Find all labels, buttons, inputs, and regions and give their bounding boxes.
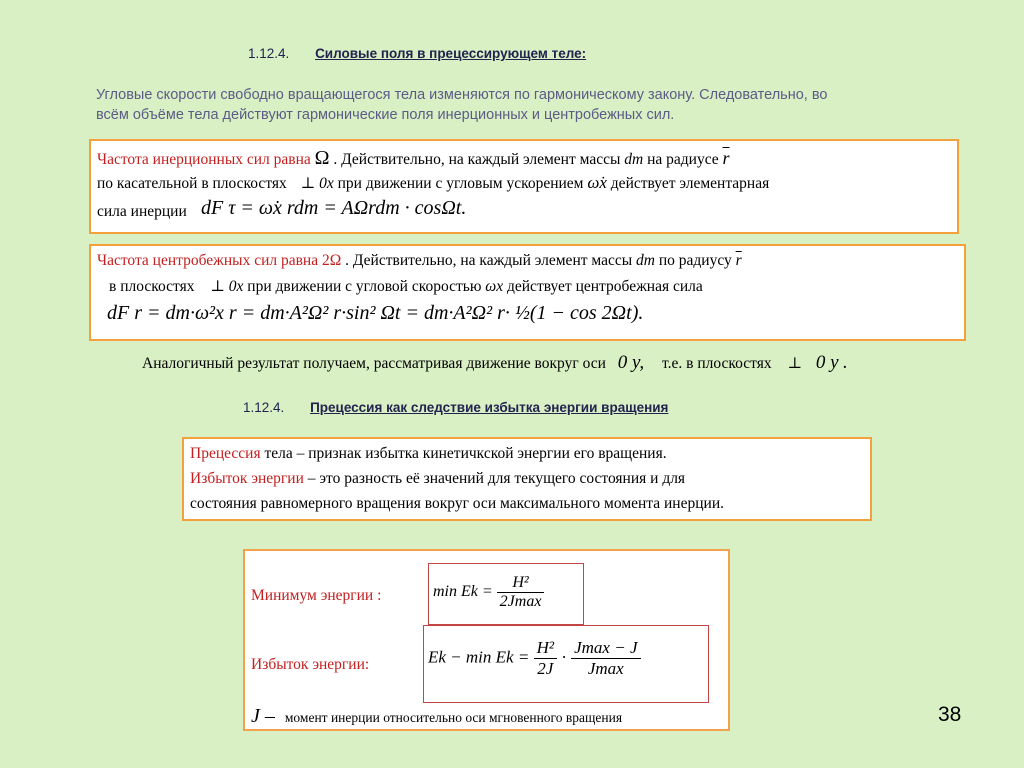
section-title-2: Прецессия как следствие избытка энергии вращения	[310, 400, 669, 415]
box1-line3-a: сила инерции	[97, 203, 187, 220]
excess-den-2: Jmax	[587, 659, 624, 678]
box2-line1-rest: . Действительно, на каждый элемент массы	[345, 252, 633, 269]
energy-formulas-box	[243, 549, 730, 731]
box3-line2: – это разность её значений для текущего состояния и для	[303, 470, 686, 487]
centrifugal-force-formula: dF r = dm·ω²x r = dm·A²Ω² r·sin² Ωt = dm·A²Ω² r· ½(1 − cos 2Ωt).	[107, 302, 644, 324]
section-number: 1.12.4.	[248, 46, 290, 61]
centrifugal-frequency-label: Частота центробежных сил равна	[97, 252, 319, 269]
inertial-forces-box	[89, 139, 959, 234]
intro-paragraph	[96, 85, 966, 125]
excess-energy-word: Избыток энергии	[190, 470, 304, 487]
section-header-1	[248, 46, 586, 61]
dm-symbol-2: dm	[636, 252, 655, 269]
precession-word: Прецессия	[190, 445, 261, 462]
precession-definition-box	[182, 437, 872, 521]
box1-line2-c: действует элементарная	[610, 175, 770, 192]
min-energy-label: Минимум энергии :	[251, 587, 382, 604]
box3-line3: состояния равномерного вращения вокруг оси максимального момента инерции.	[190, 495, 724, 512]
perp-symbol: ⊥	[300, 175, 316, 192]
excess-energy-expr: Ek − min Ek =	[428, 647, 530, 667]
excess-fraction-1	[534, 638, 557, 679]
min-energy-denominator: 2Jmax	[499, 593, 542, 610]
analog-text-b: т.е. в плоскостях	[662, 355, 772, 372]
perp-symbol-3: ⊥	[787, 355, 803, 372]
excess-num-1: H²	[534, 638, 557, 659]
by-radius-text: по радиусу	[658, 252, 732, 269]
axis-0y: 0 y,	[617, 352, 645, 373]
excess-fraction-2	[571, 638, 640, 679]
axis-0x: 0x	[319, 175, 334, 192]
analog-result-line	[142, 352, 847, 374]
min-energy-fraction	[497, 574, 545, 611]
box1-line2-b: при движении с угловым ускорением	[337, 175, 584, 192]
omega-symbol: Ω	[314, 147, 330, 169]
excess-den-1: 2J	[537, 659, 554, 678]
axis-0x-2: 0x	[228, 278, 244, 295]
intro-line-1: Угловые скорости свободно вращающегося тела изменяются по гармоническому закону. Следовательно, во	[96, 87, 828, 103]
analog-text-a: Аналогичный результат получаем, рассматривая движение вокруг оси	[142, 355, 606, 372]
radius-vector-2: $\overline{r}$	[735, 252, 742, 269]
excess-energy-label: Избыток энергии:	[251, 656, 370, 673]
axis-0y-2: 0 y	[815, 352, 839, 373]
min-energy-formula-box	[428, 563, 584, 625]
excess-num-2: Jmax − J	[571, 638, 640, 659]
page-number: 38	[938, 703, 962, 726]
analog-dot: .	[842, 352, 848, 373]
j-definition	[251, 705, 622, 728]
inertial-frequency-label: Частота инерционных сил равна	[97, 151, 311, 168]
box1-line2-a: по касательной в плоскостях	[97, 175, 287, 192]
box3-line1: тела – признак избытка кинетичкской энергии его вращения.	[260, 445, 667, 462]
dm-symbol: dm	[624, 151, 644, 168]
box1-line1-rest: . Действительно, на каждый элемент массы	[333, 151, 621, 168]
j-symbol: J –	[251, 705, 275, 727]
min-energy-expr: min Ek =	[433, 583, 493, 601]
intro-line-2: всём объёме тела действуют гармонические поля инерционных и центробежных сил.	[96, 107, 675, 123]
min-energy-numerator: H²	[497, 574, 545, 593]
box2-line2-c: действует центробежная сила	[507, 278, 703, 295]
section-number-2: 1.12.4.	[243, 400, 285, 415]
j-description: момент инерции относительно оси мгновенного вращения	[284, 710, 623, 725]
centrifugal-forces-box	[89, 244, 966, 341]
omega-dot-x: ω̇x	[587, 173, 607, 192]
on-radius-text: на радиусе	[647, 151, 719, 168]
two-omega-symbol: 2Ω	[322, 252, 342, 269]
radius-vector: $\overline{r}$	[722, 148, 730, 168]
box2-line2-b: при движении с угловой скоростью	[247, 278, 482, 295]
section-title: Силовые поля в прецессирующем теле:	[315, 46, 587, 61]
box2-line2-a: в плоскостях	[109, 278, 195, 295]
omega-x: ωx	[485, 278, 504, 295]
section-header-2	[243, 400, 668, 415]
perp-symbol-2: ⊥	[210, 278, 225, 295]
multiply-dot: ·	[561, 647, 567, 667]
inertia-force-formula: dF τ = ω̇x rdm = AΩrdm · cosΩt.	[201, 197, 467, 219]
excess-energy-formula-box	[423, 625, 709, 703]
